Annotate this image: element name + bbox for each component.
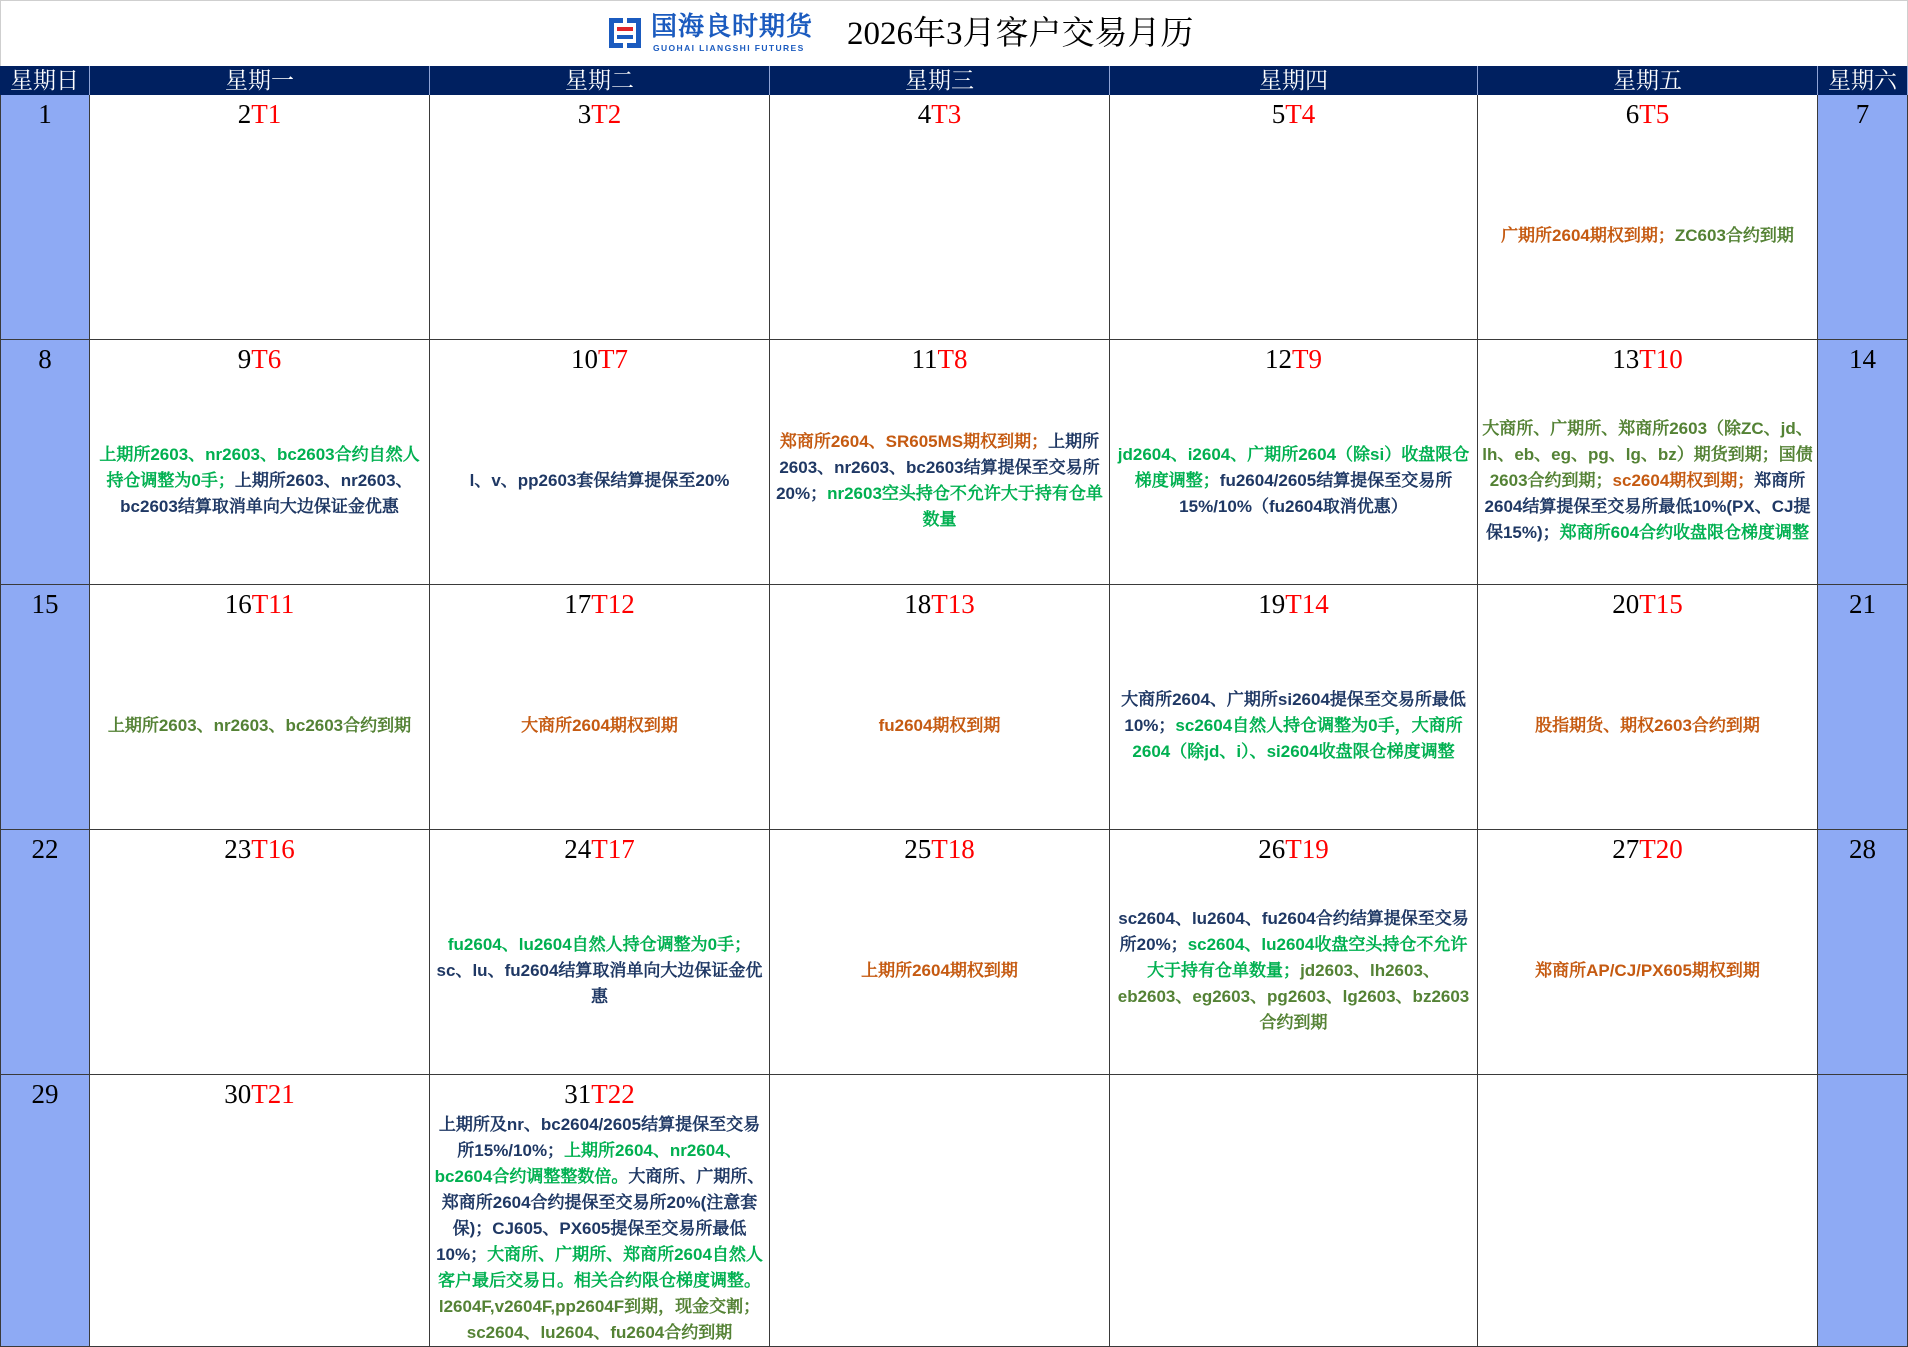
date-number: 9 — [237, 344, 252, 374]
date-number: 2 — [237, 99, 252, 129]
date-number: 16 — [224, 589, 252, 619]
date-label — [1478, 585, 1817, 622]
date-cell-17 — [430, 585, 770, 830]
event-text: sc2604、lu2604、fu2604合约结算提保至交易所20%； — [1118, 908, 1469, 954]
trading-day-label: T22 — [591, 1079, 635, 1109]
date-number: 7 — [1855, 99, 1870, 129]
date-number: 28 — [1849, 834, 1876, 864]
event-text: 上期所2604期权到期 — [861, 960, 1018, 980]
event-text: sc2604自然人持仓调整为0手，大商所2604（除jd、i）、si2604收盘限仓梯度调整 — [1132, 715, 1463, 761]
event-text: nr2603空头持仓不允许大于持有仓单数量 — [827, 483, 1103, 529]
weekend-cell-8 — [0, 340, 90, 585]
date-number: 14 — [1849, 344, 1876, 374]
date-number: 26 — [1258, 834, 1286, 864]
event-notes — [93, 442, 426, 520]
date-label — [90, 830, 429, 867]
brand-name-en: GUOHAI LIANGSHI FUTURES — [653, 43, 805, 53]
trading-day-label: T9 — [1292, 344, 1322, 374]
date-number: 31 — [564, 1079, 592, 1109]
date-number: 8 — [38, 344, 52, 374]
date-number: 17 — [564, 589, 592, 619]
event-list — [1110, 622, 1477, 829]
header-wednesday: 星期三 — [770, 66, 1110, 95]
date-cell-9 — [90, 340, 430, 585]
header-saturday: 星期六 — [1818, 66, 1908, 95]
date-number: 18 — [904, 589, 932, 619]
date-cell-18 — [770, 585, 1110, 830]
trading-day-label: T4 — [1285, 99, 1316, 129]
date-number: 20 — [1612, 589, 1640, 619]
date-cell-20 — [1478, 585, 1818, 830]
date-number: 11 — [911, 344, 938, 374]
event-list — [430, 377, 769, 584]
date-number: 1 — [38, 99, 52, 129]
event-notes — [433, 932, 766, 1010]
event-notes — [1113, 442, 1474, 520]
event-list — [1478, 622, 1817, 829]
event-text: 广期所2604期权到期； — [1501, 225, 1675, 245]
date-label — [90, 585, 429, 622]
trading-day-label: T20 — [1639, 834, 1683, 864]
event-text: sc2604期权到期； — [1612, 470, 1755, 490]
date-cell-6 — [1478, 95, 1818, 340]
event-list — [430, 1112, 769, 1346]
event-text: 郑商所604合约收盘限仓梯度调整 — [1559, 522, 1810, 542]
date-number: 12 — [1265, 344, 1292, 374]
brand-name-cn: 国海良时期货 — [651, 11, 814, 41]
event-text: 郑商所AP/CJ/PX605期权到期 — [1535, 960, 1760, 980]
date-number: 23 — [224, 834, 252, 864]
date-label — [770, 830, 1109, 867]
trading-day-label: T3 — [931, 99, 962, 129]
trading-day-label: T17 — [591, 834, 635, 864]
date-cell-16 — [90, 585, 430, 830]
date-number: 30 — [224, 1079, 252, 1109]
title-bar — [0, 0, 1908, 66]
event-text: 股指期货、期权2603合约到期 — [1535, 715, 1760, 735]
event-list — [770, 622, 1109, 829]
event-notes — [433, 713, 766, 739]
event-notes — [93, 713, 426, 739]
date-label — [1110, 95, 1477, 132]
date-number: 19 — [1258, 589, 1286, 619]
date-label — [770, 95, 1109, 132]
event-text: ZC603合约到期 — [1674, 225, 1794, 245]
weekend-cell-29 — [0, 1075, 90, 1347]
date-number: 4 — [917, 99, 932, 129]
date-cell-19 — [1110, 585, 1478, 830]
guohai-logo-icon — [606, 15, 644, 51]
empty-cell — [1110, 1075, 1478, 1347]
date-label — [430, 830, 769, 867]
date-number: 22 — [31, 834, 59, 864]
weekend-cell-7 — [1818, 95, 1908, 340]
event-notes — [1113, 687, 1474, 765]
event-text: 郑商所2604、SR605MS期权到期； — [779, 431, 1049, 451]
date-cell-12 — [1110, 340, 1478, 585]
trading-day-label: T11 — [251, 589, 295, 619]
date-cell-11 — [770, 340, 1110, 585]
date-label — [430, 1075, 769, 1112]
trading-day-label: T15 — [1639, 589, 1683, 619]
trading-day-label: T12 — [591, 589, 635, 619]
date-cell-3 — [430, 95, 770, 340]
date-label — [1110, 585, 1477, 622]
event-list — [1478, 867, 1817, 1074]
event-notes — [773, 958, 1106, 984]
event-text: 上期所2603、nr2603、bc2603合约到期 — [107, 715, 412, 735]
date-number: 29 — [31, 1079, 59, 1109]
event-list — [90, 377, 429, 584]
date-cell-26 — [1110, 830, 1478, 1075]
event-list — [1110, 377, 1477, 584]
empty-cell — [770, 1075, 1110, 1347]
weekend-cell-22 — [0, 830, 90, 1075]
date-cell-10 — [430, 340, 770, 585]
date-label — [1478, 830, 1817, 867]
header-tuesday: 星期二 — [430, 66, 770, 95]
event-text: 大商所2604、广期所si2604提保至交易所最低10%； — [1121, 689, 1466, 735]
event-text: sc、lu、fu2604结算取消单向大边保证金优惠 — [436, 960, 763, 1006]
date-cell-27 — [1478, 830, 1818, 1075]
weekend-cell-21 — [1818, 585, 1908, 830]
weekend-cell-1 — [0, 95, 90, 340]
date-label — [430, 95, 769, 132]
event-text: jd2603、lh2603、eb2603、eg2603、pg2603、lg2603、bz2603合约到期 — [1117, 960, 1470, 1032]
weekend-cell-28 — [1818, 830, 1908, 1075]
date-label — [90, 1075, 429, 1112]
event-list — [430, 622, 769, 829]
trading-day-label: T19 — [1285, 834, 1329, 864]
header-thursday: 星期四 — [1110, 66, 1478, 95]
header-friday: 星期五 — [1478, 66, 1818, 95]
event-text: 大商所、广期所、郑商所2604自然人客户最后交易日。相关合约限仓梯度调整。 — [438, 1245, 763, 1290]
trading-day-label: T7 — [598, 344, 628, 374]
event-notes — [1481, 713, 1814, 739]
date-cell-2 — [90, 95, 430, 340]
trading-day-label: T18 — [931, 834, 975, 864]
event-text: 大商所2604期权到期 — [521, 715, 678, 735]
event-list — [1478, 132, 1817, 339]
date-number: 15 — [31, 589, 59, 619]
event-notes — [773, 713, 1106, 739]
date-number: 25 — [904, 834, 932, 864]
date-cell-31 — [430, 1075, 770, 1347]
event-text: l、v、pp2603套保结算提保至20% — [469, 470, 730, 490]
event-list — [430, 867, 769, 1074]
date-label — [430, 585, 769, 622]
date-number: 24 — [564, 834, 592, 864]
date-number: 6 — [1625, 99, 1640, 129]
date-cell-25 — [770, 830, 1110, 1075]
event-notes — [1113, 906, 1474, 1036]
date-cell-5 — [1110, 95, 1478, 340]
event-notes — [1481, 223, 1814, 249]
date-number: 21 — [1849, 589, 1876, 619]
header-sunday: 星期日 — [0, 66, 90, 95]
trading-calendar — [0, 66, 1908, 1347]
event-text: 上期所2604、nr2604、bc2604合约调整整数倍。 — [434, 1141, 742, 1186]
event-text: 大商所、广期所、郑商所2604合约提保至交易所20%(注意套保)；CJ605、PX605提保至交易所最低10%； — [436, 1167, 765, 1264]
event-text: sc2604、lu2604收盘空头持仓不允许大于持有仓单数量； — [1147, 934, 1468, 980]
date-cell-13 — [1478, 340, 1818, 585]
trading-day-label: T1 — [251, 99, 282, 129]
event-text: l2604F,v2604F,pp2604F到期，现金交割；sc2604、lu2604、fu2604合约到期 — [438, 1297, 761, 1342]
date-number: 5 — [1271, 99, 1286, 129]
event-notes — [433, 1112, 766, 1346]
date-label — [1478, 340, 1817, 377]
date-number: 3 — [577, 99, 592, 129]
trading-day-label: T21 — [251, 1079, 295, 1109]
date-cell-23 — [90, 830, 430, 1075]
date-cell-30 — [90, 1075, 430, 1347]
date-label — [1110, 830, 1477, 867]
trading-day-label: T8 — [937, 344, 968, 374]
date-label — [430, 340, 769, 377]
weekend-cell-14 — [1818, 340, 1908, 585]
event-list — [1110, 867, 1477, 1074]
trading-day-label: T6 — [251, 344, 282, 374]
event-text: fu2604/2605结算提保至交易所15%/10%（fu2604取消优惠） — [1179, 470, 1453, 516]
date-label — [1110, 340, 1477, 377]
date-label — [770, 585, 1109, 622]
trading-day-label: T10 — [1639, 344, 1683, 374]
weekend-cell-15 — [0, 585, 90, 830]
page-title: 2026年3月客户交易月历 — [847, 16, 1194, 52]
event-text: fu2604、lu2604自然人持仓调整为0手； — [447, 934, 752, 954]
event-notes — [1481, 416, 1814, 546]
event-text: 上期所及nr、bc2604/2605结算提保至交易所15%/10%； — [438, 1115, 761, 1160]
event-text: 上期所2603、nr2603、bc2603结算提保至交易所20%； — [776, 431, 1100, 503]
date-cell-4 — [770, 95, 1110, 340]
event-notes — [433, 468, 766, 494]
trading-day-label: T2 — [591, 99, 622, 129]
event-list — [770, 867, 1109, 1074]
event-list — [90, 622, 429, 829]
date-number: 27 — [1612, 834, 1640, 864]
date-label — [1478, 95, 1817, 132]
event-text: fu2604期权到期 — [878, 715, 1001, 735]
event-text: 上期所2603、nr2603、bc2603合约自然人持仓调整为0手； — [99, 444, 420, 490]
event-notes — [1481, 958, 1814, 984]
trading-day-label: T5 — [1639, 99, 1670, 129]
event-notes — [773, 429, 1106, 533]
date-label — [90, 95, 429, 132]
event-text: 郑商所2604结算提保至交易所最低10%(PX、CJ提保15%)； — [1484, 470, 1811, 542]
header-monday: 星期一 — [90, 66, 430, 95]
date-number: 13 — [1612, 344, 1640, 374]
trading-day-label: T16 — [251, 834, 295, 864]
empty-weekend-cell — [1818, 1075, 1908, 1347]
event-list — [770, 377, 1109, 584]
trading-day-label: T14 — [1285, 589, 1329, 619]
date-label — [770, 340, 1109, 377]
date-cell-24 — [430, 830, 770, 1075]
event-text: jd2604、i2604、广期所2604（除si）收盘限仓梯度调整； — [1117, 444, 1470, 490]
date-label — [90, 340, 429, 377]
empty-cell — [1478, 1075, 1818, 1347]
event-text: 上期所2603、nr2603、bc2603结算取消单向大边保证金优惠 — [120, 470, 413, 516]
event-text: 大商所、广期所、郑商所2603（除ZC、jd、lh、eb、eg、pg、lg、bz）期货到期；国债2603合约到期； — [1482, 418, 1813, 490]
trading-day-label: T13 — [931, 589, 975, 619]
event-list — [1478, 377, 1817, 584]
date-number: 10 — [571, 344, 598, 374]
